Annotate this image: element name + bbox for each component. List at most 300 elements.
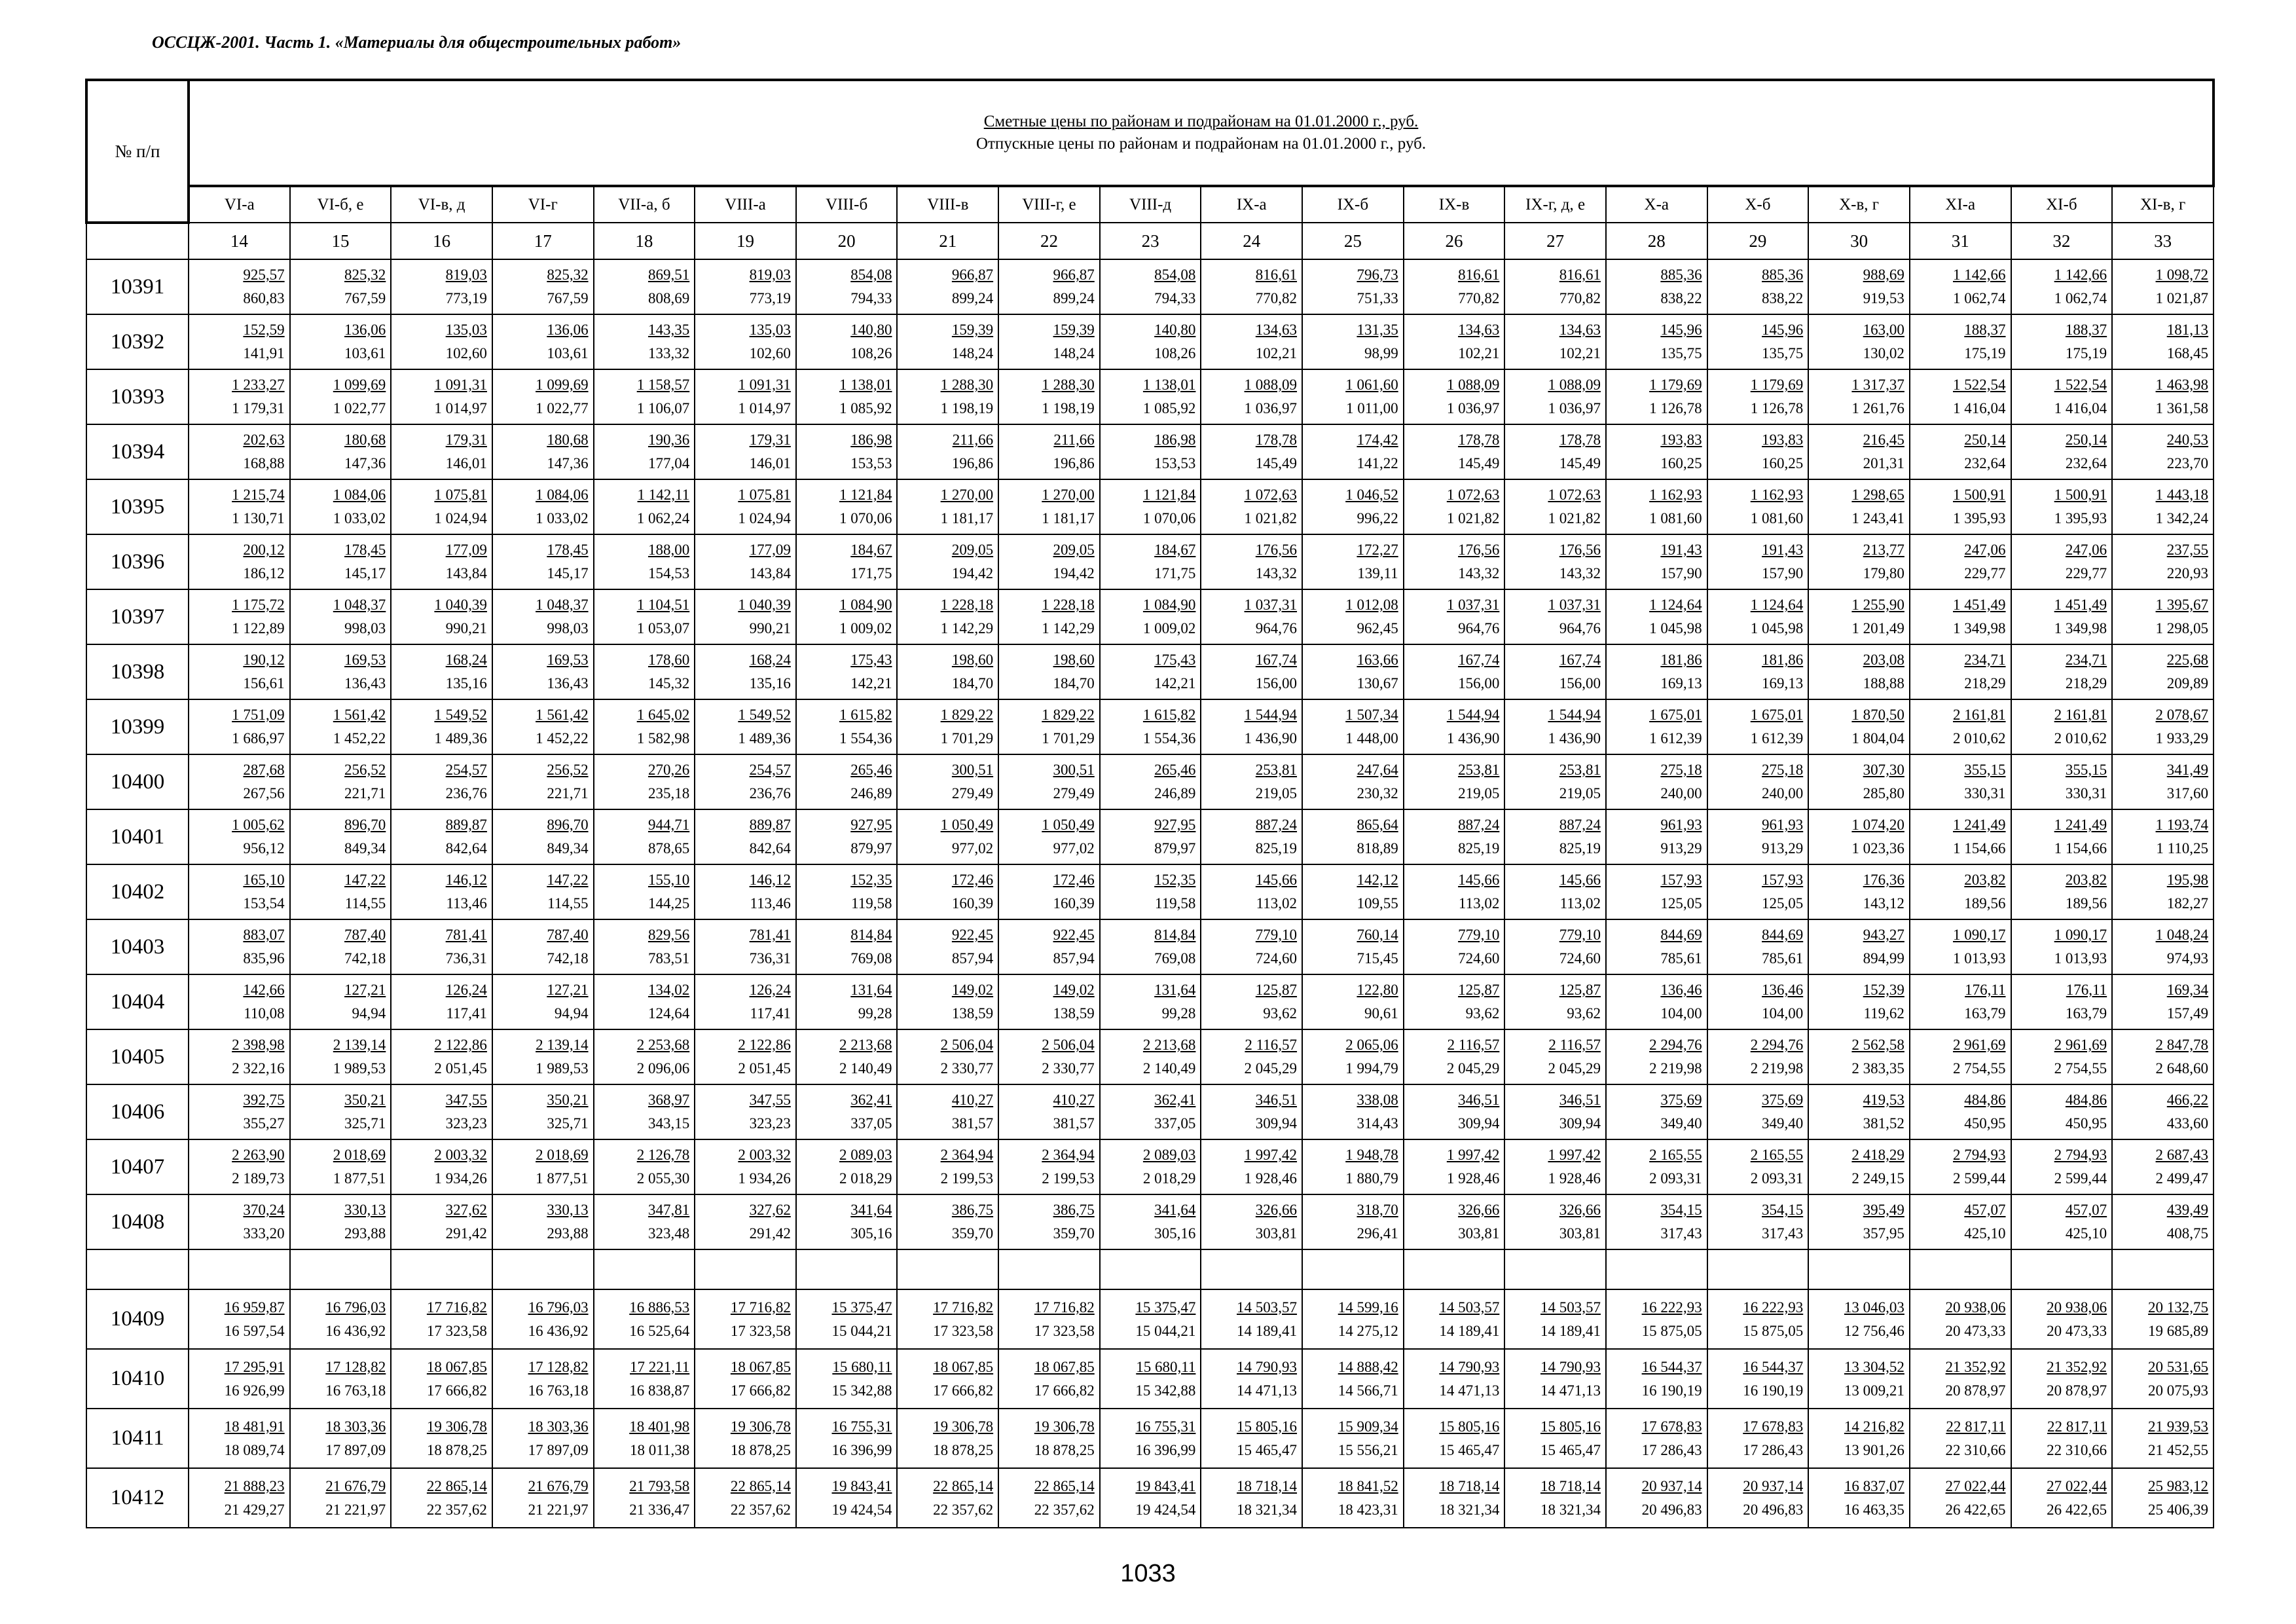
price-cell [695, 1139, 796, 1194]
release-price: 133,32 [647, 345, 690, 361]
estimated-price: 1 241,49 [1953, 817, 2006, 833]
release-price: 189,56 [2065, 895, 2107, 912]
release-price: 1 928,46 [1446, 1170, 1500, 1187]
price-cell [189, 1139, 290, 1194]
price-cell [492, 974, 594, 1029]
price-cell [1504, 1349, 1606, 1409]
price-cell [2011, 974, 2113, 1029]
estimated-price: 198,60 [951, 652, 994, 668]
price-cell [1808, 424, 1910, 479]
estimated-price: 350,21 [344, 1092, 386, 1108]
price-cell [594, 1349, 695, 1409]
price-cell [594, 479, 695, 534]
release-price: 990,21 [445, 620, 487, 637]
estimated-price: 779,10 [1458, 927, 1500, 943]
estimated-price: 186,98 [1154, 432, 1196, 448]
estimated-price: 1 395,67 [2155, 597, 2209, 613]
separator-cell [492, 1249, 594, 1289]
estimated-price: 175,43 [850, 652, 892, 668]
estimated-price: 326,66 [1255, 1202, 1298, 1218]
release-price: 1 142,29 [940, 620, 994, 637]
release-price: 144,25 [647, 895, 690, 912]
estimated-price: 1 451,49 [1953, 597, 2006, 613]
estimated-price: 225,68 [2166, 652, 2209, 668]
release-price: 291,42 [749, 1225, 791, 1242]
estimated-price: 176,36 [1863, 872, 1904, 888]
price-cell [1808, 534, 1910, 589]
release-price: 157,49 [2166, 1005, 2209, 1022]
price-cell [1910, 1349, 2011, 1409]
price-cell [1100, 644, 1201, 699]
price-cell [1707, 644, 1809, 699]
estimated-price: 172,46 [1053, 872, 1095, 888]
estimated-price: 142,12 [1357, 872, 1398, 888]
release-price: 179,80 [1863, 565, 1904, 581]
release-price: 93,62 [1263, 1005, 1298, 1022]
release-price: 1 612,39 [1750, 730, 1804, 747]
release-price: 163,79 [2065, 1005, 2107, 1022]
price-cell [796, 1194, 898, 1249]
estimated-price: 816,61 [1458, 267, 1500, 283]
estimated-price: 1 104,51 [636, 597, 690, 613]
release-price: 246,89 [850, 785, 892, 802]
separator-cell [1808, 1249, 1910, 1289]
column-number: 31 [1910, 223, 2011, 259]
estimated-price: 1 142,66 [1953, 267, 2006, 283]
release-price: 2 330,77 [940, 1060, 994, 1077]
price-cell [1504, 1029, 1606, 1084]
price-cell [1404, 864, 1505, 919]
estimated-price: 346,51 [1255, 1092, 1298, 1108]
estimated-price: 889,87 [445, 817, 487, 833]
release-price: 337,05 [1154, 1115, 1196, 1132]
release-price: 143,32 [1458, 565, 1500, 581]
release-price: 135,16 [445, 675, 487, 692]
estimated-price: 19 843,41 [1135, 1477, 1196, 1494]
release-price: 2 754,55 [2054, 1060, 2107, 1077]
district-header: VIII-а [695, 186, 796, 223]
price-cell [2112, 699, 2214, 754]
price-cell [1606, 1409, 1707, 1468]
estimated-price: 2 126,78 [636, 1147, 690, 1163]
release-price: 314,43 [1357, 1115, 1398, 1132]
estimated-price: 200,12 [243, 542, 285, 558]
price-cell [594, 1029, 695, 1084]
district-header: VIII-в [897, 186, 998, 223]
release-price: 1 122,89 [232, 620, 285, 637]
estimated-price: 157,93 [1762, 872, 1804, 888]
price-cell [897, 974, 998, 1029]
separator-cell [1504, 1249, 1606, 1289]
district-header: XI-в, г [2112, 186, 2214, 223]
release-price: 196,86 [1053, 455, 1095, 471]
price-cell [189, 1409, 290, 1468]
price-cell [695, 699, 796, 754]
release-price: 16 763,18 [528, 1382, 589, 1399]
price-cell [1201, 919, 1302, 974]
release-price: 1 994,79 [1345, 1060, 1398, 1077]
price-cell [796, 1349, 898, 1409]
price-cell [1707, 534, 1809, 589]
release-price: 232,64 [2065, 455, 2107, 471]
release-price: 323,48 [647, 1225, 690, 1242]
release-price: 14 471,13 [1439, 1382, 1500, 1399]
estimated-price: 184,67 [1154, 542, 1196, 558]
estimated-price: 2 364,94 [1042, 1147, 1095, 1163]
price-cell [2112, 424, 2214, 479]
price-cell [1404, 534, 1505, 589]
release-price: 16 463,35 [1844, 1501, 1904, 1518]
separator-cell [1707, 1249, 1809, 1289]
estimated-price: 203,82 [2065, 872, 2107, 888]
estimated-price: 193,83 [1762, 432, 1804, 448]
row-number: 10410 [86, 1349, 189, 1409]
price-cell [1302, 534, 1404, 589]
estimated-price: 1 241,49 [2054, 817, 2107, 833]
estimated-price: 167,74 [1458, 652, 1500, 668]
estimated-price: 2 562,58 [1851, 1037, 1904, 1053]
release-price: 219,05 [1559, 785, 1601, 802]
release-price: 330,31 [2065, 785, 2107, 802]
price-cell [1910, 1029, 2011, 1084]
price-cell [998, 314, 1100, 369]
price-cell [1707, 754, 1809, 809]
estimated-price: 22 865,14 [426, 1477, 487, 1494]
estimated-price: 927,95 [1154, 817, 1196, 833]
price-cell [290, 1409, 392, 1468]
estimated-price: 127,21 [547, 982, 589, 998]
running-head: ОССЦЖ-2001. Часть 1. «Материалы для общестроительных работ» [152, 33, 682, 52]
price-cell [2112, 534, 2214, 589]
estimated-price: 330,13 [344, 1202, 386, 1218]
release-price: 2 249,15 [1851, 1170, 1904, 1187]
price-cell [695, 1194, 796, 1249]
release-price: 1 198,19 [1042, 400, 1095, 416]
release-price: 974,93 [2166, 950, 2209, 967]
estimated-price: 178,60 [647, 652, 690, 668]
price-cell [1100, 1468, 1201, 1528]
estimated-price: 1 175,72 [232, 597, 285, 613]
price-cell [897, 1409, 998, 1468]
price-cell [1404, 919, 1505, 974]
price-cell [594, 424, 695, 479]
release-price: 1 243,41 [1851, 510, 1904, 526]
price-cell [998, 699, 1100, 754]
row-number: 10400 [86, 754, 189, 809]
release-price: 1 179,31 [232, 400, 285, 416]
price-cell [492, 1084, 594, 1139]
price-cell [897, 314, 998, 369]
estimated-price: 341,49 [2166, 762, 2209, 778]
price-cell [796, 919, 898, 974]
release-price: 156,61 [243, 675, 285, 692]
price-cell [1302, 259, 1404, 314]
price-cell [1404, 1468, 1505, 1528]
row-number: 10411 [86, 1409, 189, 1468]
price-cell [1707, 1029, 1809, 1084]
release-price: 220,93 [2166, 565, 2209, 581]
price-cell [1707, 1084, 1809, 1139]
price-cell [2112, 1409, 2214, 1468]
estimated-price: 253,81 [1559, 762, 1601, 778]
estimated-price: 354,15 [1660, 1202, 1702, 1218]
price-cell [1707, 919, 1809, 974]
estimated-price: 925,57 [243, 267, 285, 283]
price-table-body [86, 80, 2214, 1528]
column-number: 26 [1404, 223, 1505, 259]
estimated-price: 829,56 [647, 927, 690, 943]
price-cell [1302, 919, 1404, 974]
estimated-price: 1 084,90 [839, 597, 892, 613]
column-number: 32 [2011, 223, 2113, 259]
release-price: 2 189,73 [232, 1170, 285, 1187]
estimated-price: 1 997,42 [1446, 1147, 1500, 1163]
release-price: 119,58 [1155, 895, 1196, 912]
price-cell [1504, 809, 1606, 864]
release-price: 1 062,74 [2054, 290, 2107, 306]
estimated-price: 362,41 [850, 1092, 892, 1108]
release-price: 94,94 [352, 1005, 386, 1022]
estimated-price: 410,27 [1053, 1092, 1095, 1108]
release-price: 785,61 [1660, 950, 1702, 967]
separator-cell [594, 1249, 695, 1289]
estimated-price: 14 216,82 [1844, 1418, 1904, 1435]
estimated-price: 15 805,16 [1237, 1418, 1298, 1435]
estimated-price: 168,24 [749, 652, 791, 668]
price-cell [391, 259, 492, 314]
estimated-price: 1 142,11 [637, 487, 690, 503]
release-price: 177,04 [647, 455, 690, 471]
estimated-price: 19 306,78 [730, 1418, 791, 1435]
estimated-price: 145,96 [1660, 322, 1702, 338]
release-price: 235,18 [647, 785, 690, 802]
estimated-price: 1 005,62 [232, 817, 285, 833]
estimated-price: 247,64 [1357, 762, 1398, 778]
release-price: 279,49 [1053, 785, 1095, 802]
estimated-price: 1 645,02 [636, 707, 690, 723]
release-price: 773,19 [445, 290, 487, 306]
release-price: 104,00 [1762, 1005, 1804, 1022]
release-price: 1 024,94 [434, 510, 487, 526]
price-cell [1302, 1139, 1404, 1194]
release-price: 998,03 [344, 620, 386, 637]
price-cell [189, 369, 290, 424]
estimated-price: 149,02 [1053, 982, 1095, 998]
estimated-price: 355,15 [1964, 762, 2006, 778]
estimated-price: 2 116,57 [1245, 1037, 1298, 1053]
estimated-price: 145,96 [1762, 322, 1804, 338]
release-price: 1 554,36 [839, 730, 892, 747]
price-cell [1100, 809, 1201, 864]
release-price: 16 396,99 [1135, 1441, 1196, 1458]
release-price: 309,94 [1559, 1115, 1601, 1132]
release-price: 2 045,29 [1548, 1060, 1601, 1077]
release-price: 135,75 [1762, 345, 1804, 361]
table-row [86, 369, 2214, 424]
estimated-price: 887,24 [1458, 817, 1500, 833]
release-price: 309,94 [1458, 1115, 1500, 1132]
release-price: 17 323,58 [933, 1322, 994, 1339]
release-price: 1 085,92 [839, 400, 892, 416]
release-price: 14 471,13 [1540, 1382, 1601, 1399]
table-row [86, 1349, 2214, 1409]
estimated-price: 1 215,74 [232, 487, 285, 503]
release-price: 219,05 [1458, 785, 1500, 802]
estimated-price: 136,06 [344, 322, 386, 338]
estimated-price: 1 233,27 [232, 377, 285, 393]
release-price: 13 009,21 [1844, 1382, 1904, 1399]
price-cell [1606, 479, 1707, 534]
table-row [86, 1084, 2214, 1139]
estimated-price: 202,63 [243, 432, 285, 448]
estimated-price: 375,69 [1660, 1092, 1702, 1108]
release-price: 408,75 [2166, 1225, 2209, 1242]
release-price: 343,15 [647, 1115, 690, 1132]
estimated-price: 152,35 [850, 872, 892, 888]
estimated-price: 1 048,24 [2155, 927, 2209, 943]
price-cell [1404, 479, 1505, 534]
price-cell [998, 864, 1100, 919]
release-price: 223,70 [2166, 455, 2209, 471]
estimated-price: 176,56 [1458, 542, 1500, 558]
release-price: 236,76 [749, 785, 791, 802]
estimated-price: 1 451,49 [2054, 597, 2107, 613]
estimated-price: 1 075,81 [434, 487, 487, 503]
price-cell [2112, 754, 2214, 809]
estimated-price: 140,80 [1154, 322, 1196, 338]
estimated-price: 19 306,78 [933, 1418, 994, 1435]
release-price: 163,79 [1964, 1005, 2006, 1022]
price-cell [1302, 699, 1404, 754]
price-cell [290, 479, 392, 534]
estimated-price: 25 983,12 [2148, 1477, 2209, 1494]
price-cell [1606, 1029, 1707, 1084]
release-price: 860,83 [243, 290, 285, 306]
price-cell [2011, 314, 2113, 369]
release-price: 145,49 [1559, 455, 1601, 471]
estimated-price: 1 507,34 [1345, 707, 1398, 723]
estimated-price: 814,84 [1154, 927, 1196, 943]
price-cell [1201, 864, 1302, 919]
release-price: 279,49 [951, 785, 994, 802]
estimated-price: 18 303,36 [528, 1418, 589, 1435]
estimated-price: 16 755,31 [831, 1418, 892, 1435]
estimated-price: 27 022,44 [2047, 1477, 2107, 1494]
release-price: 26 422,65 [1945, 1501, 2006, 1518]
price-cell [391, 314, 492, 369]
estimated-price: 190,12 [243, 652, 285, 668]
estimated-price: 16 886,53 [629, 1299, 690, 1316]
release-price: 16 763,18 [325, 1382, 386, 1399]
estimated-price: 19 306,78 [1034, 1418, 1095, 1435]
estimated-price: 253,81 [1255, 762, 1298, 778]
release-price: 108,26 [1154, 345, 1196, 361]
release-price: 14 189,41 [1439, 1322, 1500, 1339]
release-price: 1 880,79 [1345, 1170, 1398, 1187]
separator-cell [1302, 1249, 1404, 1289]
price-cell [594, 1289, 695, 1349]
release-price: 770,82 [1559, 290, 1601, 306]
row-number: 10392 [86, 314, 189, 369]
estimated-price: 159,39 [951, 322, 994, 338]
estimated-price: 13 304,52 [1844, 1358, 1904, 1375]
release-price: 1 452,22 [536, 730, 589, 747]
separator-cell [1606, 1249, 1707, 1289]
estimated-price: 844,69 [1660, 927, 1702, 943]
price-cell [594, 644, 695, 699]
release-price: 1 928,46 [1244, 1170, 1298, 1187]
release-price: 1 934,26 [434, 1170, 487, 1187]
row-number: 10412 [86, 1468, 189, 1528]
estimated-price: 1 124,64 [1750, 597, 1804, 613]
price-cell [1302, 314, 1404, 369]
estimated-price: 2 018,69 [333, 1147, 386, 1163]
release-price: 359,70 [951, 1225, 994, 1242]
release-price: 16 436,92 [528, 1322, 589, 1339]
estimated-price: 896,70 [547, 817, 589, 833]
estimated-price: 149,02 [951, 982, 994, 998]
estimated-price: 1 561,42 [333, 707, 386, 723]
estimated-price: 1 549,52 [738, 707, 791, 723]
price-cell [594, 534, 695, 589]
release-price: 19 424,54 [1135, 1501, 1196, 1518]
release-price: 1 070,06 [1142, 510, 1196, 526]
price-cell [2011, 259, 2113, 314]
release-price: 99,28 [1161, 1005, 1196, 1022]
estimated-price: 20 937,14 [1641, 1477, 1702, 1494]
price-cell [1504, 1194, 1606, 1249]
estimated-price: 134,63 [1559, 322, 1601, 338]
estimated-price: 14 599,16 [1338, 1299, 1398, 1316]
estimated-price: 16 222,93 [1641, 1299, 1702, 1316]
release-price: 21 221,97 [325, 1501, 386, 1518]
estimated-price: 2 116,57 [1447, 1037, 1500, 1053]
price-cell [1808, 1029, 1910, 1084]
release-price: 751,33 [1357, 290, 1398, 306]
release-price: 157,90 [1660, 565, 1702, 581]
price-cell [695, 1468, 796, 1528]
estimated-price: 1 050,49 [1042, 817, 1095, 833]
estimated-price: 177,09 [445, 542, 487, 558]
estimated-price: 16 544,37 [1641, 1358, 1702, 1375]
release-price: 296,41 [1357, 1225, 1398, 1242]
release-price: 381,57 [951, 1115, 994, 1132]
price-cell [1100, 754, 1201, 809]
release-price: 103,61 [547, 345, 589, 361]
price-cell [695, 1029, 796, 1084]
price-cell [1404, 1409, 1505, 1468]
price-cell [1302, 754, 1404, 809]
estimated-price: 131,64 [1154, 982, 1196, 998]
release-price: 842,64 [749, 840, 791, 857]
release-price: 143,84 [445, 565, 487, 581]
estimated-price: 146,12 [749, 872, 791, 888]
price-cell [594, 1468, 695, 1528]
release-price: 196,86 [951, 455, 994, 471]
estimated-price: 180,68 [547, 432, 589, 448]
estimated-price: 14 503,57 [1540, 1299, 1601, 1316]
price-cell [1100, 589, 1201, 644]
price-cell [796, 1468, 898, 1528]
release-price: 2 648,60 [2155, 1060, 2209, 1077]
separator-cell [2112, 1249, 2214, 1289]
release-price: 849,34 [344, 840, 386, 857]
price-cell [1201, 699, 1302, 754]
estimated-price: 176,56 [1255, 542, 1298, 558]
estimated-price: 395,49 [1863, 1202, 1904, 1218]
price-cell [1504, 754, 1606, 809]
price-cell [2112, 1349, 2214, 1409]
